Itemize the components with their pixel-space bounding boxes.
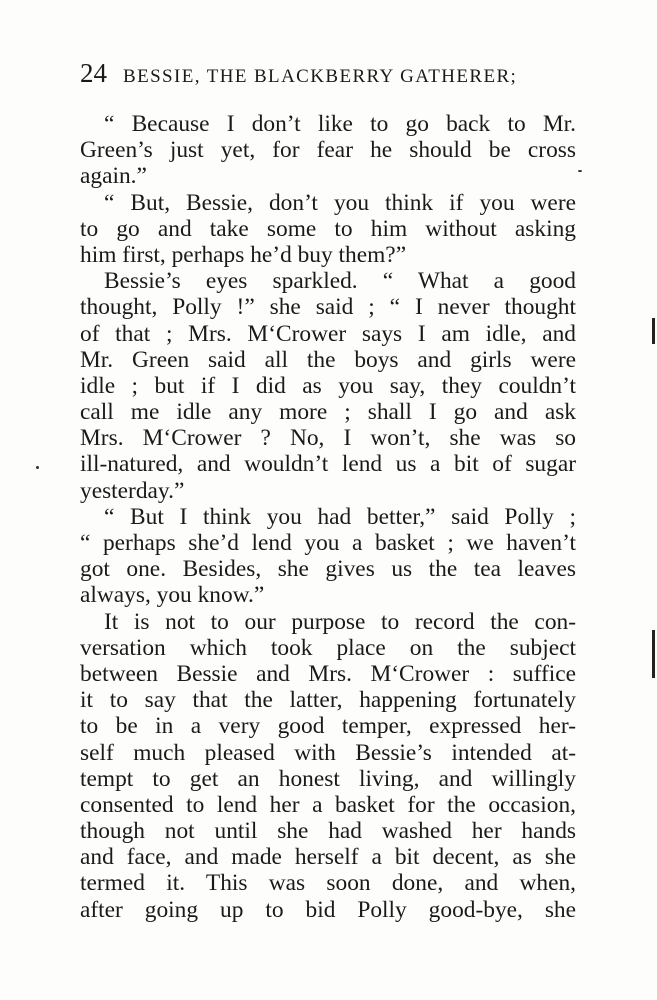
- text-line: termed it. This was soon done, and when,: [80, 870, 576, 897]
- text-line: him first, perhaps he’d buy them?”: [80, 241, 407, 268]
- text-line: got one. Besides, she gives us the tea leaves: [80, 556, 576, 583]
- text-line: yesterday.”: [80, 477, 185, 504]
- text-line: after going up to bid Polly good-bye, she: [80, 896, 576, 923]
- text-line: call me idle any more ; shall I go and ask: [80, 399, 576, 426]
- margin-mark: [652, 318, 655, 344]
- text-line: thought, Polly !” she said ; “ I never thought: [80, 294, 576, 321]
- text-line: ill-natured, and wouldn’t lend us a bit of sugar: [80, 451, 576, 478]
- scan-speck: [578, 170, 582, 172]
- text-line: Mrs. M‘Crower ? No, I won’t, she was so: [80, 425, 576, 452]
- margin-mark: [652, 630, 655, 678]
- text-line: versation which took place on the subject: [80, 634, 576, 661]
- text-line: Bessie’s eyes sparkled. “ What a good: [104, 268, 576, 295]
- text-line: it to say that the latter, happening fortunately: [80, 687, 576, 714]
- page-number: 24: [80, 58, 107, 88]
- text-line: tempt to get an honest living, and willingly: [80, 765, 576, 792]
- text-line: “ But, Bessie, don’t you think if you were: [104, 189, 576, 216]
- text-line: always, you know.”: [80, 582, 265, 609]
- text-line: Green’s just yet, for fear he should be cross: [80, 137, 576, 164]
- text-line: consented to lend her a basket for the occasion,: [80, 791, 576, 818]
- text-line: Mr. Green said all the boys and girls were: [80, 346, 576, 373]
- text-line: again.”: [80, 163, 147, 190]
- scan-speck: [36, 466, 39, 469]
- text-line: “ But I think you had better,” said Polly ;: [104, 503, 576, 530]
- text-line: between Bessie and Mrs. M‘Crower : suffice: [80, 660, 576, 687]
- text-line: idle ; but if I did as you say, they couldn’t: [80, 372, 576, 399]
- text-line: “ perhaps she’d lend you a basket ; we haven’t: [80, 530, 576, 556]
- text-line: It is not to our purpose to record the con-: [104, 608, 576, 635]
- text-line: to be in a very good temper, expressed her-: [80, 713, 576, 740]
- text-line: of that ; Mrs. M‘Crower says I am idle, and: [80, 320, 576, 347]
- page-body: [80, 111, 576, 923]
- running-title: BESSIE, THE BLACKBERRY GATHERER;: [123, 66, 518, 87]
- text-line: and face, and made herself a bit decent, as she: [80, 844, 576, 871]
- page-header: [80, 58, 580, 92]
- text-line: to go and take some to him without asking: [80, 215, 576, 242]
- text-line: though not until she had washed her hands: [80, 818, 576, 845]
- text-line: self much pleased with Bessie’s intended at-: [80, 739, 576, 766]
- text-line: “ Because I don’t like to go back to Mr.: [104, 111, 576, 137]
